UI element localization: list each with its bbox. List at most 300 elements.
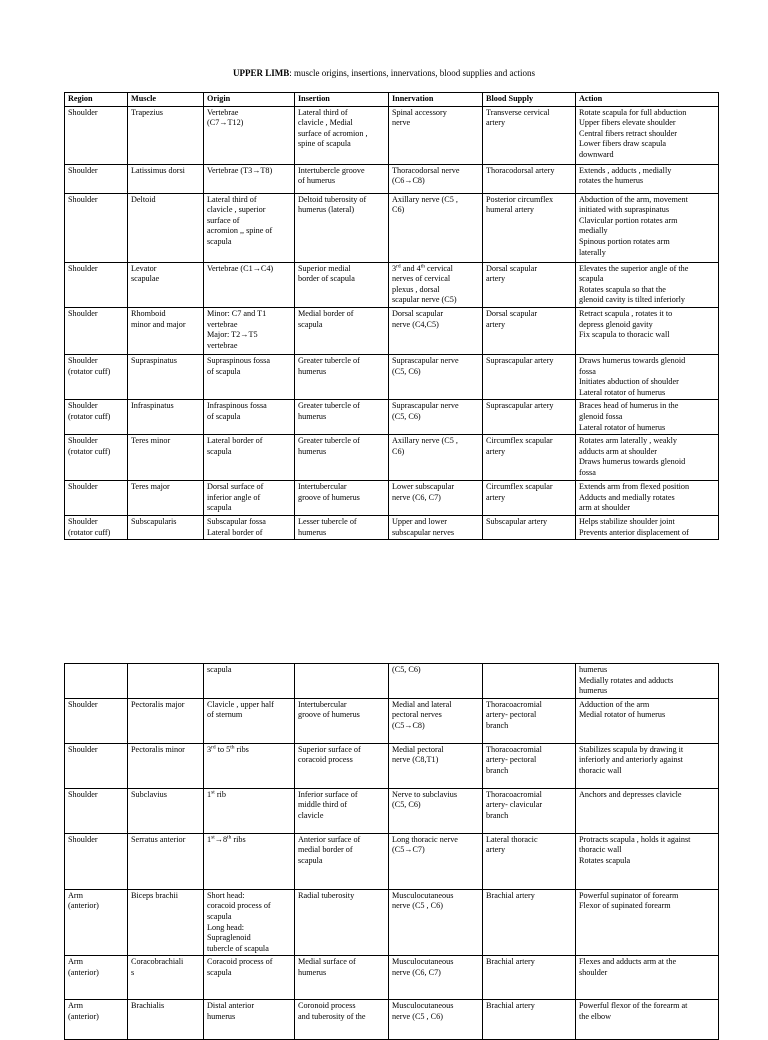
cell-line: laterally — [579, 247, 606, 257]
cell-muscle — [128, 664, 204, 699]
cell-line: Circumflex scapular — [486, 482, 553, 492]
cell-line: Draws humerus towards glenoid — [579, 457, 686, 467]
cell-origin — [204, 481, 295, 516]
cell-action — [576, 889, 719, 956]
cell-line: Brachial artery — [486, 1001, 535, 1011]
cell-line: initiated with supraspinatus — [579, 205, 670, 215]
cell-line: scapula — [207, 967, 232, 977]
cell-line: artery — [486, 274, 506, 284]
cell-line: Medially rotates and adducts — [579, 675, 674, 685]
cell-line: Teres major — [131, 482, 170, 492]
cell-line: Medial and lateral — [392, 699, 452, 709]
cell-line: Brachial artery — [486, 957, 535, 967]
cell-line: adducts arm at shoulder — [579, 446, 657, 456]
cell-line: Minor: C7 and T1 — [207, 308, 267, 318]
cell-blood — [483, 481, 576, 516]
cell-origin — [204, 164, 295, 193]
cell-line: Coracoid process of — [207, 957, 273, 967]
cell-line: clavicle — [298, 810, 324, 820]
cell-line: Rhomboid — [131, 308, 166, 318]
cell-line: Subscapular fossa — [207, 516, 266, 526]
cell-line: Shoulder — [68, 194, 98, 204]
header-blood-supply: Blood Supply — [483, 93, 576, 107]
cell-line: Axillary nerve (C5 , — [392, 436, 458, 446]
cell-line: Supraspinous fossa — [207, 355, 270, 365]
cell-innervation — [389, 400, 483, 435]
cell-line: Shoulder — [68, 355, 98, 365]
table-row — [65, 481, 719, 516]
cell-line: Subclavius — [131, 789, 167, 799]
cell-region — [65, 956, 128, 1000]
cell-line: Teres minor — [131, 436, 171, 446]
table-row — [65, 164, 719, 193]
cell-insertion — [295, 743, 389, 788]
cell-line: Thoracoacromial — [486, 699, 542, 709]
cell-line: Musculocutaneous — [392, 890, 454, 900]
cell-muscle — [128, 262, 204, 307]
cell-line: Arm — [68, 957, 84, 967]
cell-origin — [204, 354, 295, 399]
cell-innervation — [389, 193, 483, 262]
cell-line: glenoid fossa — [579, 411, 623, 421]
cell-line: Shoulder — [68, 744, 98, 754]
cell-origin — [204, 193, 295, 262]
cell-line: 3rd and 4th cervical — [392, 262, 453, 273]
cell-action — [576, 698, 719, 743]
cell-line: Thoracodorsal nerve — [392, 165, 460, 175]
cell-blood — [483, 435, 576, 481]
cell-blood — [483, 262, 576, 307]
cell-line: Serratus anterior — [131, 834, 186, 844]
cell-origin — [204, 262, 295, 307]
cell-blood — [483, 164, 576, 193]
cell-innervation — [389, 788, 483, 833]
cell-line: branch — [486, 720, 509, 730]
cell-line: arm at shoulder — [579, 503, 630, 513]
cell-blood — [483, 698, 576, 743]
cell-line: Shoulder — [68, 834, 98, 844]
cell-innervation — [389, 262, 483, 307]
cell-line: nerve (C6, C7) — [392, 492, 441, 502]
cell-line: Abduction of the arm, movement — [579, 194, 688, 204]
cell-muscle — [128, 788, 204, 833]
cell-line: nerve (C4,C5) — [392, 319, 439, 329]
cell-blood — [483, 106, 576, 164]
cell-line: artery- clavicular — [486, 800, 543, 810]
cell-region — [65, 193, 128, 262]
cell-line: Brachialis — [131, 1001, 165, 1011]
cell-line: Shoulder — [68, 699, 98, 709]
cell-line: Thoracoacromial — [486, 789, 542, 799]
cell-muscle — [128, 106, 204, 164]
cell-line: inferior angle of — [207, 492, 261, 502]
cell-muscle — [128, 833, 204, 889]
cell-line: of sternum — [207, 710, 243, 720]
cell-line: scapula — [298, 855, 323, 865]
cell-line: middle third of — [298, 800, 348, 810]
cell-line: surface of — [207, 215, 240, 225]
cell-insertion — [295, 435, 389, 481]
muscle-table-page-1 — [64, 92, 719, 540]
cell-line: Stabilizes scapula by drawing it — [579, 744, 684, 754]
cell-blood — [483, 515, 576, 539]
cell-line: Rotate scapula for full abduction — [579, 107, 687, 117]
cell-line: Shoulder — [68, 482, 98, 492]
cell-insertion — [295, 1000, 389, 1040]
table-body-page-2 — [65, 664, 719, 1040]
cell-line: vertebrae — [207, 340, 238, 350]
cell-line: Infraspinatus — [131, 401, 174, 411]
cell-line: coracoid process — [298, 755, 353, 765]
cell-line: and tuberosity of the — [298, 1011, 366, 1021]
cell-line: nerve (C8,T1) — [392, 755, 439, 765]
cell-blood — [483, 400, 576, 435]
cell-line: Infraspinous fossa — [207, 401, 267, 411]
cell-muscle — [128, 481, 204, 516]
header-innervation: Innervation — [389, 93, 483, 107]
cell-line: clavicle , superior — [207, 205, 266, 215]
table-row — [65, 664, 719, 699]
cell-line: Brachial artery — [486, 890, 535, 900]
cell-line: coracoid process of — [207, 901, 271, 911]
cell-line: artery- pectoral — [486, 710, 537, 720]
cell-line: Spinous portion rotates arm — [579, 236, 670, 246]
cell-line: Lateral third of — [298, 107, 348, 117]
cell-line: Dorsal surface of — [207, 482, 264, 492]
cell-line: groove of humerus — [298, 492, 360, 502]
cell-line: fossa — [579, 467, 596, 477]
cell-insertion — [295, 664, 389, 699]
cell-line: Circumflex scapular — [486, 436, 553, 446]
cell-line: clavicle , Medial — [298, 118, 353, 128]
cell-line: Superior medial — [298, 263, 351, 273]
cell-line: Lateral rotator of humerus — [579, 387, 666, 397]
title-bold: UPPER LIMB — [233, 68, 290, 78]
cell-innervation — [389, 956, 483, 1000]
cell-line: humerus — [298, 967, 327, 977]
cell-line: Initiates abduction of shoulder — [579, 377, 679, 387]
cell-origin — [204, 106, 295, 164]
cell-line: scapula — [298, 319, 323, 329]
cell-line: s — [131, 967, 135, 977]
cell-line: thoracic wall — [579, 765, 622, 775]
cell-line: (rotator cuff) — [68, 446, 111, 456]
cell-line: Lower fibers draw scapula — [579, 139, 667, 149]
cell-line: Greater tubercle of — [298, 401, 360, 411]
cell-region — [65, 481, 128, 516]
cell-line: Extends , adducts , medially — [579, 165, 672, 175]
cell-line: Arm — [68, 1001, 84, 1011]
cell-line: scapula — [207, 446, 232, 456]
cell-line: nerve — [392, 118, 411, 128]
cell-line: nerve (C5 , C6) — [392, 901, 443, 911]
cell-innervation — [389, 435, 483, 481]
cell-line: artery — [486, 492, 506, 502]
cell-line: 1st→8th ribs — [207, 834, 246, 844]
cell-line: Upper and lower — [392, 516, 448, 526]
cell-line: Lower subscapular — [392, 482, 455, 492]
cell-line: medial border of — [298, 845, 353, 855]
table-row — [65, 193, 719, 262]
cell-line: Clavicle , upper half — [207, 699, 274, 709]
cell-muscle — [128, 307, 204, 354]
cell-line: Coronoid process — [298, 1001, 356, 1011]
cell-insertion — [295, 354, 389, 399]
cell-line: Pectoralis major — [131, 699, 185, 709]
cell-line: (C7→T12) — [207, 118, 244, 128]
cell-line: Short head: — [207, 890, 245, 900]
cell-action — [576, 1000, 719, 1040]
cell-line: Shoulder — [68, 436, 98, 446]
cell-innervation — [389, 354, 483, 399]
page-break-gap — [0, 540, 768, 650]
cell-line: Lateral third of — [207, 194, 257, 204]
cell-line: Elevates the superior angle of the — [579, 263, 689, 273]
cell-line: Vertebrae (T3→T8) — [207, 165, 273, 175]
cell-line: Radial tuberosity — [298, 890, 355, 900]
cell-line: Vertebrae — [207, 107, 239, 117]
cell-line: scapula — [207, 911, 232, 921]
cell-line: Fix scapula to thoracic wall — [579, 330, 670, 340]
cell-line: Biceps brachii — [131, 890, 179, 900]
cell-line: humerus (lateral) — [298, 205, 355, 215]
cell-line: Shoulder — [68, 308, 98, 318]
cell-innervation — [389, 1000, 483, 1040]
cell-region — [65, 106, 128, 164]
cell-line: (C5→C8) — [392, 720, 425, 730]
cell-line: Suprascapular nerve — [392, 355, 459, 365]
cell-line: fossa — [579, 366, 596, 376]
cell-muscle — [128, 889, 204, 956]
cell-line: Long head: — [207, 922, 245, 932]
cell-line: of scapula — [207, 411, 241, 421]
cell-line: Dorsal scapular — [486, 308, 538, 318]
cell-line: Nerve to subclavius — [392, 789, 458, 799]
table-row — [65, 307, 719, 354]
cell-line: Musculocutaneous — [392, 957, 454, 967]
cell-insertion — [295, 889, 389, 956]
cell-line: Protracts scapula , holds it against — [579, 834, 691, 844]
cell-action — [576, 164, 719, 193]
table-row — [65, 400, 719, 435]
cell-line: 3rd to 5th ribs — [207, 744, 249, 754]
cell-blood — [483, 193, 576, 262]
cell-action — [576, 354, 719, 399]
cell-innervation — [389, 481, 483, 516]
cell-line: minor and major — [131, 319, 186, 329]
cell-line: medially — [579, 226, 608, 236]
cell-line: (anterior) — [68, 967, 99, 977]
cell-region — [65, 400, 128, 435]
cell-line: Trapezius — [131, 107, 163, 117]
header-insertion: Insertion — [295, 93, 389, 107]
cell-line: scapulae — [131, 274, 160, 284]
cell-line: Lateral rotator of humerus — [579, 422, 666, 432]
cell-line: Latissimus dorsi — [131, 165, 185, 175]
cell-line: surface of acromion , — [298, 128, 368, 138]
cell-blood — [483, 1000, 576, 1040]
cell-muscle — [128, 698, 204, 743]
cell-line: 1st rib — [207, 789, 226, 799]
table-row — [65, 354, 719, 399]
cell-insertion — [295, 106, 389, 164]
header-origin: Origin — [204, 93, 295, 107]
cell-line: Axillary nerve (C5 , — [392, 194, 458, 204]
cell-muscle — [128, 193, 204, 262]
cell-line: (anterior) — [68, 901, 99, 911]
cell-region — [65, 164, 128, 193]
cell-line: Extends arm from flexed position — [579, 482, 690, 492]
cell-blood — [483, 889, 576, 956]
cell-line: rotates the humerus — [579, 176, 644, 186]
cell-line: Pectoralis minor — [131, 744, 185, 754]
cell-line: scapular nerve (C5) — [392, 295, 457, 305]
cell-line: Intertubercle groove — [298, 165, 365, 175]
cell-line: (anterior) — [68, 1011, 99, 1021]
cell-line: Deltoid — [131, 194, 156, 204]
cell-line: branch — [486, 810, 509, 820]
cell-line: Medial surface of — [298, 957, 356, 967]
table-row — [65, 1000, 719, 1040]
cell-line: artery — [486, 845, 506, 855]
cell-line: Adduction of the arm — [579, 699, 650, 709]
cell-line: Suprascapular artery — [486, 401, 554, 411]
cell-line: C6) — [392, 446, 405, 456]
cell-blood — [483, 833, 576, 889]
cell-innervation — [389, 307, 483, 354]
table-row — [65, 435, 719, 481]
table-row — [65, 515, 719, 539]
cell-line: glenoid cavity is tilted inferiorly — [579, 295, 685, 305]
cell-line: Upper fibers elevate shoulder — [579, 118, 676, 128]
cell-line: Shoulder — [68, 401, 98, 411]
cell-blood — [483, 743, 576, 788]
table-row — [65, 698, 719, 743]
cell-line: Shoulder — [68, 263, 98, 273]
cell-line: Subscapularis — [131, 516, 177, 526]
cell-line: Retract scapula , rotates it to — [579, 308, 673, 318]
cell-origin — [204, 956, 295, 1000]
cell-insertion — [295, 515, 389, 539]
cell-line: Powerful flexor of the forearm at — [579, 1001, 688, 1011]
cell-origin — [204, 664, 295, 699]
cell-line: Prevents anterior displacement of — [579, 527, 689, 537]
cell-action — [576, 481, 719, 516]
cell-line: Major: T2→T5 — [207, 330, 258, 340]
cell-line: Superior surface of — [298, 744, 361, 754]
cell-line: depress glenoid gavity — [579, 319, 653, 329]
cell-line: Transverse cervical — [486, 107, 550, 117]
cell-line: branch — [486, 765, 509, 775]
cell-region — [65, 515, 128, 539]
cell-insertion — [295, 698, 389, 743]
table-row — [65, 106, 719, 164]
cell-insertion — [295, 262, 389, 307]
table-header-row — [65, 93, 719, 107]
table-row — [65, 956, 719, 1000]
cell-line: (rotator cuff) — [68, 411, 111, 421]
cell-line: humerus — [207, 1011, 236, 1021]
cell-muscle — [128, 743, 204, 788]
cell-line: artery — [486, 118, 506, 128]
cell-line: Rotates scapula — [579, 855, 631, 865]
cell-line: artery- pectoral — [486, 755, 537, 765]
document-title — [0, 68, 768, 78]
cell-action — [576, 664, 719, 699]
cell-line: Supraspinatus — [131, 355, 177, 365]
cell-line: nerve (C6, C7) — [392, 967, 441, 977]
table-row — [65, 788, 719, 833]
cell-insertion — [295, 400, 389, 435]
cell-origin — [204, 435, 295, 481]
cell-line: plexus , dorsal — [392, 284, 440, 294]
cell-muscle — [128, 1000, 204, 1040]
cell-line: Deltoid tuberosity of — [298, 194, 367, 204]
cell-line: Anterior surface of — [298, 834, 361, 844]
cell-origin — [204, 889, 295, 956]
cell-line: Greater tubercle of — [298, 436, 360, 446]
cell-line: humeral artery — [486, 205, 534, 215]
cell-region — [65, 435, 128, 481]
cell-line: Posterior circumflex — [486, 194, 554, 204]
cell-line: Suprascapular artery — [486, 355, 554, 365]
cell-region — [65, 354, 128, 399]
cell-line: subscapular nerves — [392, 527, 455, 537]
cell-blood — [483, 307, 576, 354]
cell-innervation — [389, 889, 483, 956]
cell-action — [576, 788, 719, 833]
header-muscle: Muscle — [128, 93, 204, 107]
cell-line: Central fibers retract shoulder — [579, 128, 677, 138]
table-row — [65, 889, 719, 956]
cell-action — [576, 956, 719, 1000]
cell-line: Greater tubercle of — [298, 355, 360, 365]
cell-innervation — [389, 698, 483, 743]
cell-blood — [483, 956, 576, 1000]
cell-origin — [204, 788, 295, 833]
cell-region — [65, 698, 128, 743]
cell-action — [576, 106, 719, 164]
cell-insertion — [295, 193, 389, 262]
cell-line: artery — [486, 446, 506, 456]
cell-region — [65, 788, 128, 833]
cell-line: vertebrae — [207, 319, 238, 329]
cell-line: of scapula — [207, 366, 241, 376]
cell-region — [65, 664, 128, 699]
cell-line: Dorsal scapular — [392, 308, 444, 318]
cell-line: Lateral border of — [207, 527, 263, 537]
cell-line: Spinal accessory — [392, 107, 447, 117]
cell-line: Anchors and depresses clavicle — [579, 789, 682, 799]
cell-action — [576, 743, 719, 788]
cell-action — [576, 193, 719, 262]
cell-line: humerus — [298, 366, 327, 376]
cell-line: (C6→C8) — [392, 176, 425, 186]
cell-action — [576, 833, 719, 889]
header-action: Action — [576, 93, 719, 107]
cell-innervation — [389, 106, 483, 164]
cell-line: pectoral nerves — [392, 710, 442, 720]
cell-muscle — [128, 515, 204, 539]
cell-line: Flexor of supinated forearm — [579, 901, 671, 911]
cell-line: Supraglenoid — [207, 933, 251, 943]
cell-line: Medial rotator of humerus — [579, 710, 666, 720]
cell-innervation — [389, 833, 483, 889]
cell-line: spine of scapula — [298, 139, 351, 149]
cell-muscle — [128, 164, 204, 193]
cell-line: Shoulder — [68, 107, 98, 117]
cell-line: humerus — [298, 527, 327, 537]
